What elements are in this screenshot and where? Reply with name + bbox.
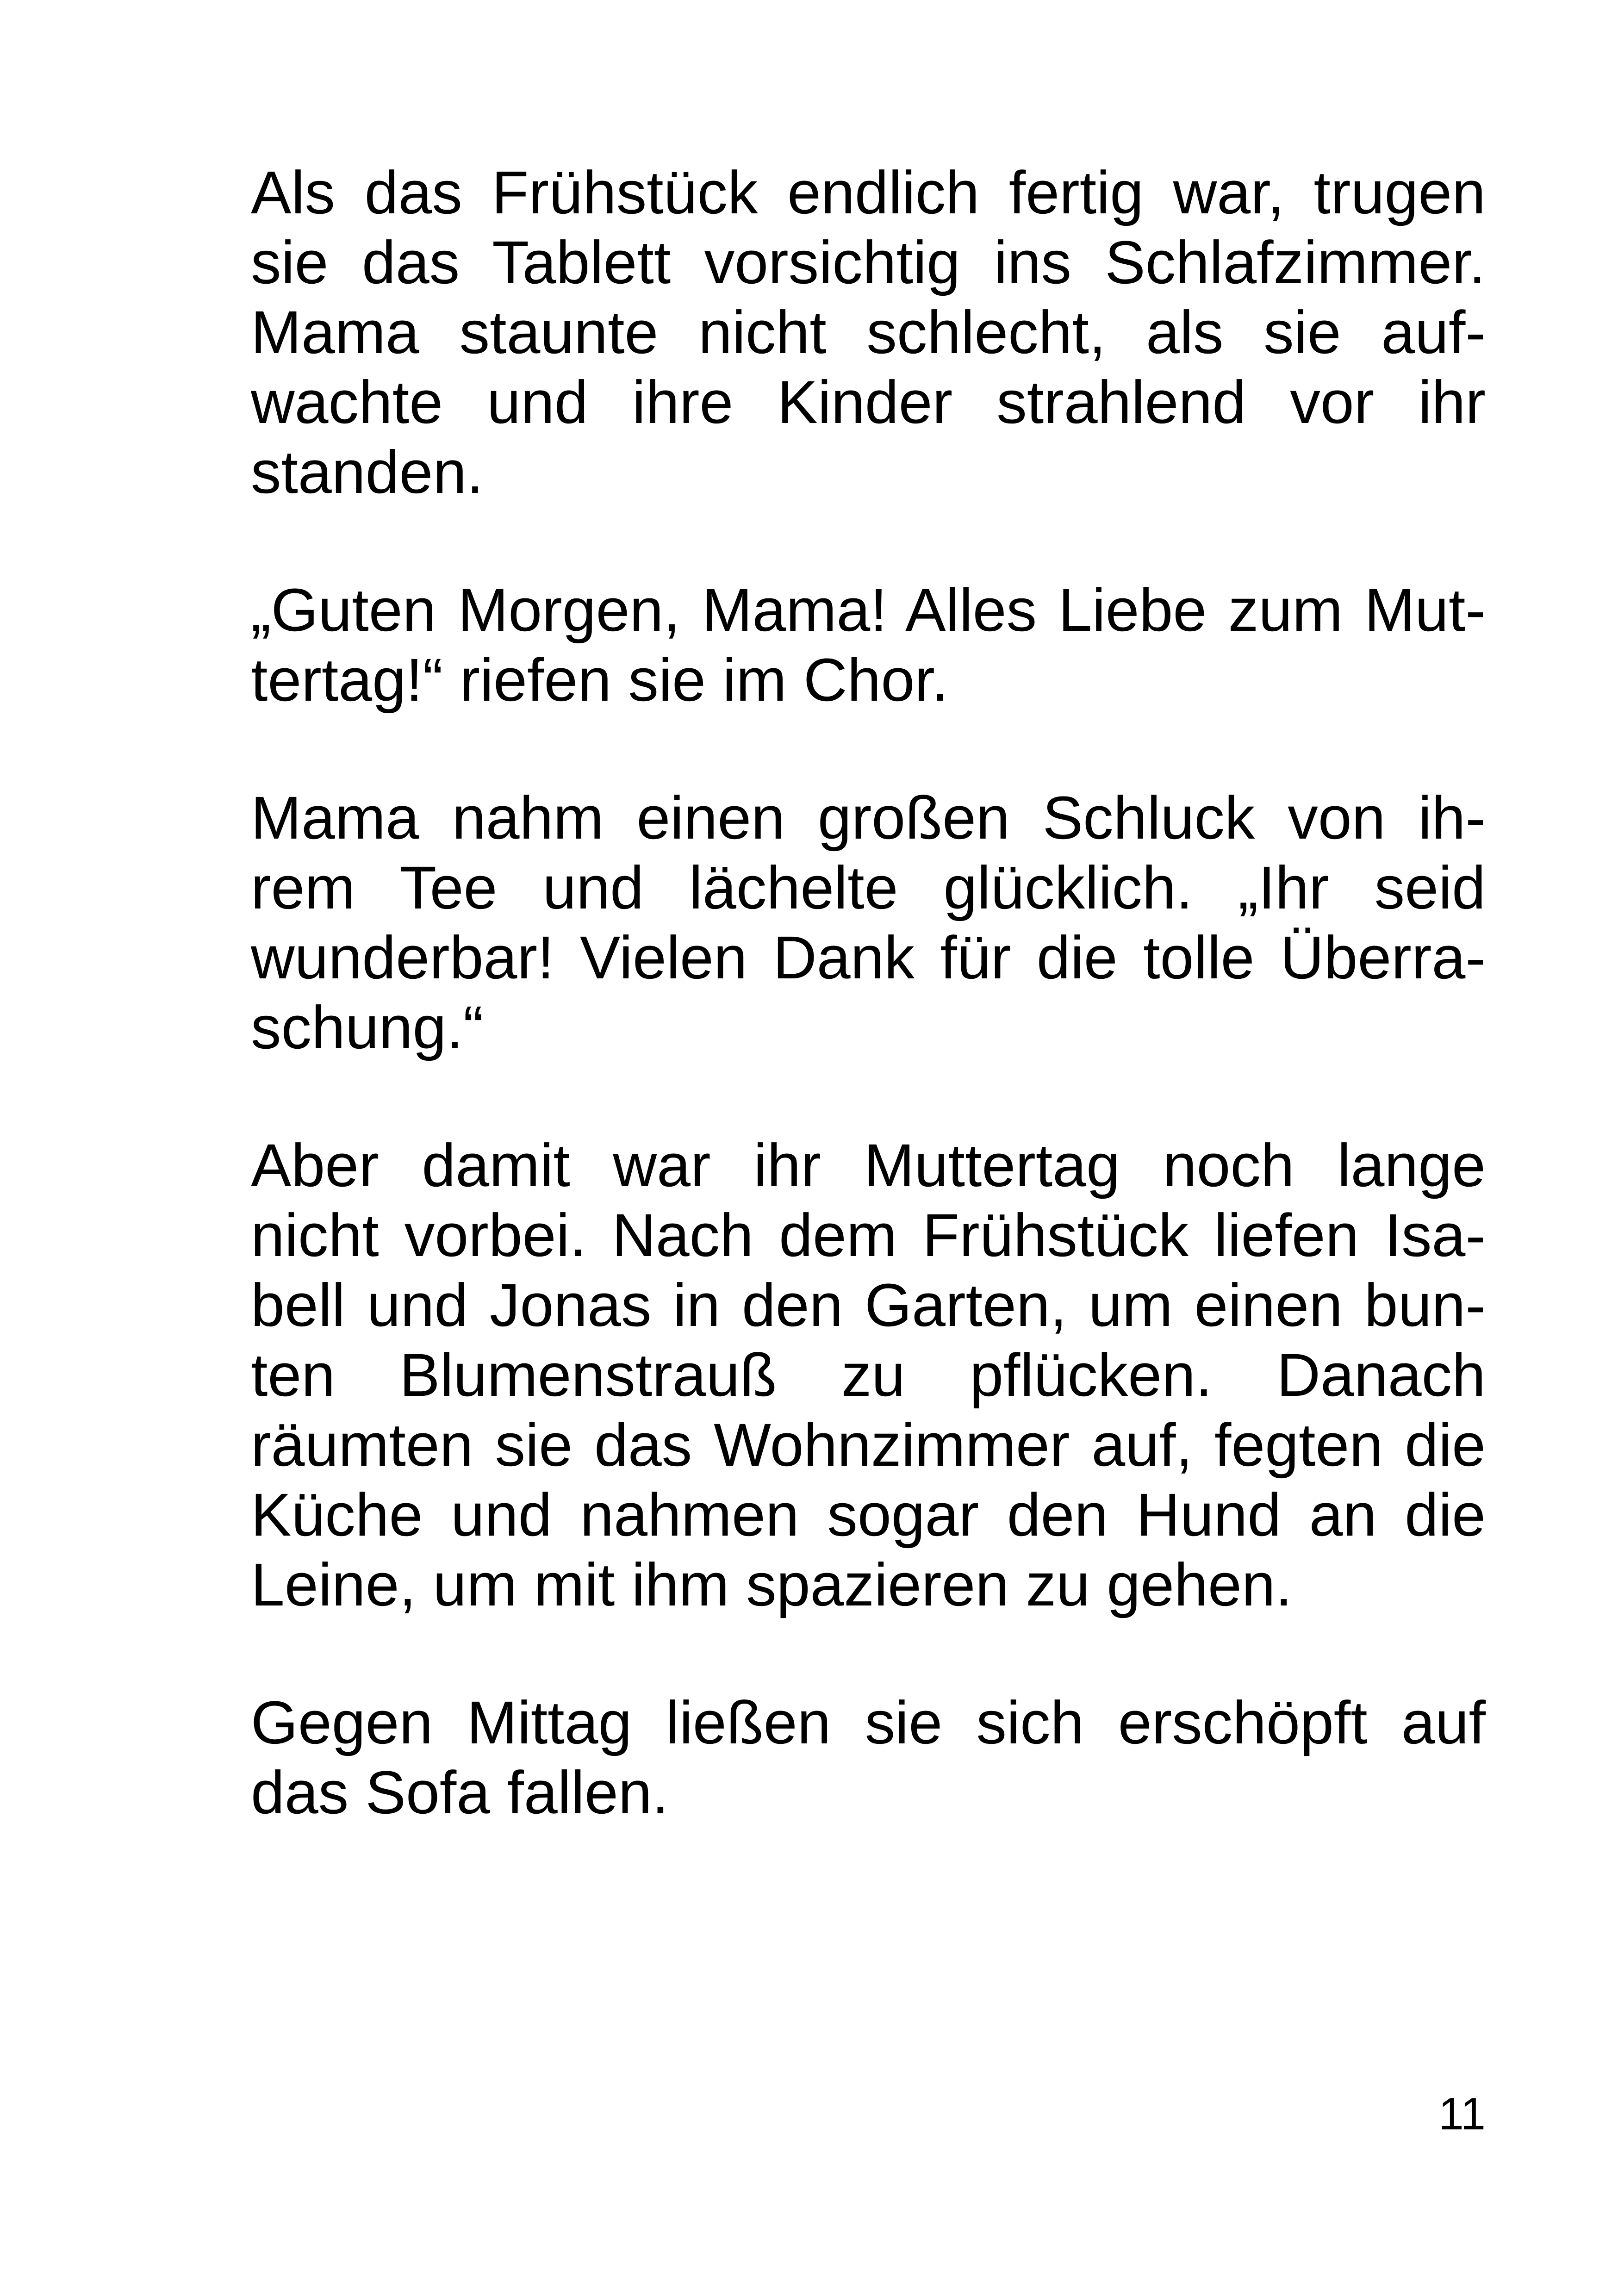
paragraph-2 xyxy=(251,575,1486,715)
text-line: Aber damit war ihr Muttertag noch lange xyxy=(251,1131,1486,1199)
text-line: schung.“ xyxy=(251,993,484,1061)
paragraph-3 xyxy=(251,783,1486,1062)
text-line: Mama nahm einen großen Schluck von ih- xyxy=(251,784,1486,852)
text-line: ten Blumenstrauß zu pflücken. Danach xyxy=(251,1341,1486,1409)
text-line: räumten sie das Wohnzimmer auf, fegten die xyxy=(251,1411,1486,1479)
text-line: „Guten Morgen, Mama! Alles Liebe zum Mut- xyxy=(251,576,1486,644)
text-line: nicht vorbei. Nach dem Frühstück liefen Isa- xyxy=(251,1201,1486,1269)
text-line: Als das Frühstück endlich fertig war, trugen xyxy=(251,158,1486,226)
text-line: das Sofa fallen. xyxy=(251,1758,669,1826)
paragraph-1 xyxy=(251,157,1486,507)
text-line: standen. xyxy=(251,438,484,506)
paragraph-5 xyxy=(251,1687,1486,1827)
text-line: Mama staunte nicht schlecht, als sie auf- xyxy=(251,298,1486,366)
story-text xyxy=(251,157,1486,1895)
text-line: Küche und nahmen sogar den Hund an die xyxy=(251,1481,1486,1549)
text-line: Leine, um mit ihm spazieren zu gehen. xyxy=(251,1550,1293,1618)
paragraph-4 xyxy=(251,1130,1486,1619)
text-line: Gegen Mittag ließen sie sich erschöpft auf xyxy=(251,1688,1486,1756)
text-line: tertag!“ riefen sie im Chor. xyxy=(251,646,949,714)
text-line: bell und Jonas in den Garten, um einen bun- xyxy=(251,1271,1486,1339)
text-line: rem Tee und lächelte glücklich. „Ihr seid xyxy=(251,853,1486,921)
text-line: wunderbar! Vielen Dank für die tolle Überra- xyxy=(251,923,1486,991)
page-number: 11 xyxy=(1438,2088,1486,2139)
text-line: sie das Tablett vorsichtig ins Schlafzimmer. xyxy=(251,228,1486,296)
text-line: wachte und ihre Kinder strahlend vor ihr xyxy=(251,368,1486,436)
